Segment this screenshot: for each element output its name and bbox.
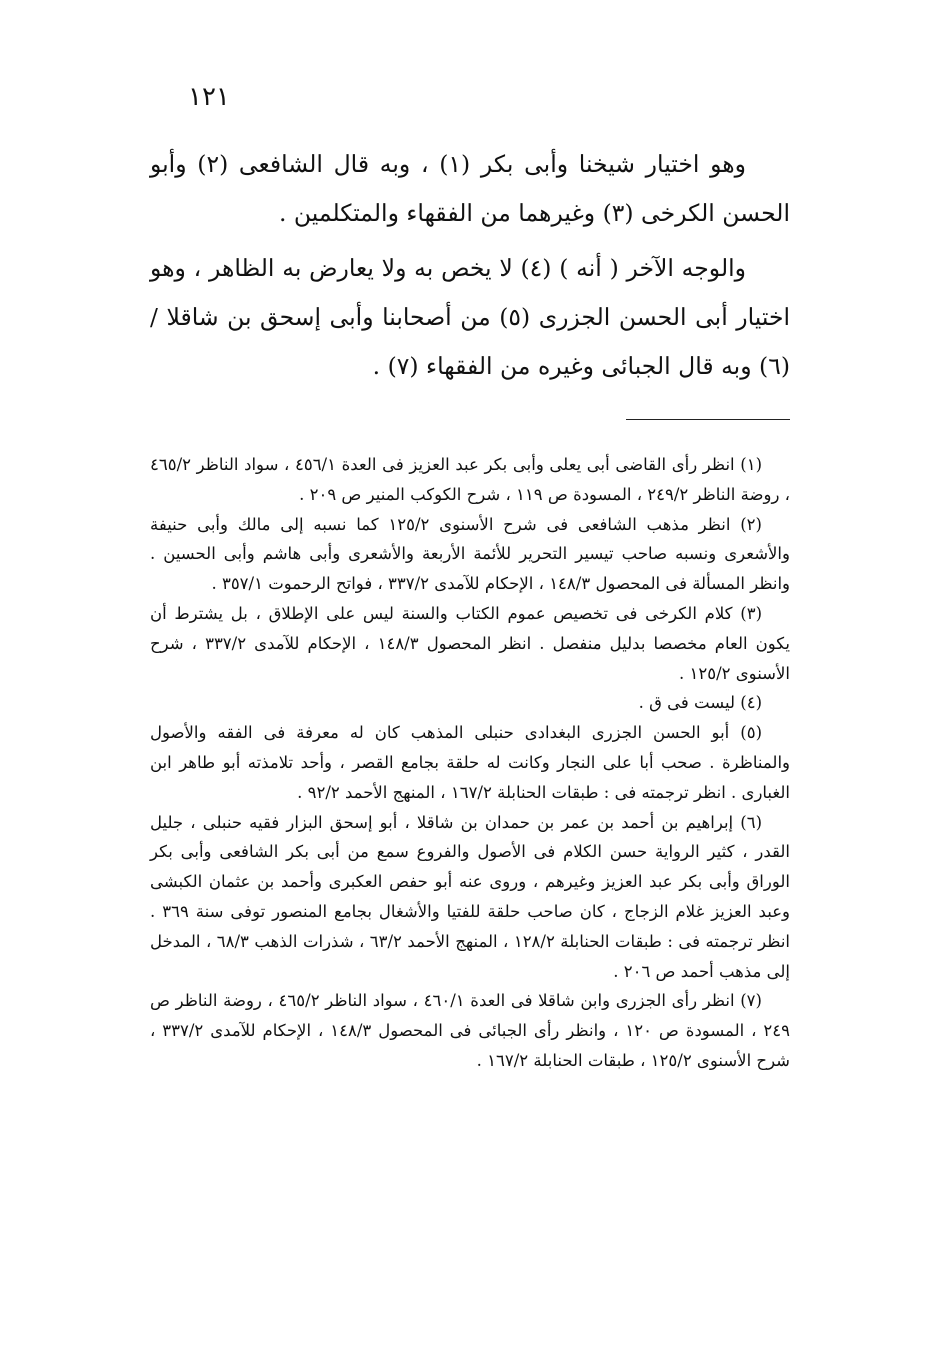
footnote-divider <box>626 419 790 420</box>
main-paragraph-2: والوجه الآخر ( أنه ) (٤) لا يخص به ولا يعارض به الظاهر ، وهو اختيار أبى الحسن الجزرى (٥) من أصحابنا وأبى إسحق بن شاقلا / (٦) وبه قال الجبائى وغيره من الفقهاء (٧) . <box>150 254 790 380</box>
footnote-1: (١) انظر رأى القاضى أبى يعلى وأبى بكر عبد العزيز فى العدة ٤٥٦/١ ، سواد الناظر ٤٦٥/٢ ، روضة الناظر ٢٤٩/٢ ، المسودة ص ١١٩ ، شرح الكوكب المنير ص ٢٠٩ . <box>150 455 790 504</box>
page-number: ١٢١ <box>188 82 230 112</box>
main-paragraph-1: وهو اختيار شيخنا وأبى بكر (١) ، وبه قال الشافعى (٢) وأبو الحسن الكرخى (٣) وغيرهما من الفقهاء والمتكلمين . <box>150 150 790 227</box>
footnote-4: (٤) ليست فى ق . <box>638 693 762 713</box>
footnote-3: (٣) كلام الكرخى فى تخصيص عموم الكتاب والسنة ليس على الإطلاق ، بل يشترط أن يكون العام مخصصا بدليل منفصل . انظر المحصول ١٤٨/٣ ، الإحكام للآمدى ٣٣٧/٢ ، شرح الأسنوى ١٢٥/٢ . <box>150 603 790 683</box>
footnote-7: (٧) انظر رأى الجزرى وابن شاقلا فى العدة ٤٦٠/١ ، سواد الناظر ٤٦٥/٢ ، روضة الناظر ص ٢٤٩ ، المسودة ص ١٢٠ ، وانظر رأى الجبائى فى المحصول ١٤٨/٣ ، الإحكام للآمدى ٣٣٧/٢ ، شرح الأسنوى ١٢٥/٢ ، طبقات الحنابلة ١٦٧/٢ . <box>150 991 790 1070</box>
main-text <box>150 140 790 391</box>
footnote-6: (٦) إبراهيم بن أحمد بن عمر بن حمدان بن شاقلا ، أبو إسحق البزار فقيه حنبلى ، جليل القدر ، كثير الرواية حسن الكلام فى الأصول والفروع سمع من أبى بكر الشافعى وأبى بكر الوراق وأبى بكر عبد العزيز وغيرهم ، وروى عنه أبو حفص العكبرى وأحمد بن عثمان الكبشى وعبد العزيز غلام الزجاج ، كان صاحب حلقة للفتيا والأشغال بجامع المنصور توفى سنة ٣٦٩ . انظر ترجمته فى : طبقات الحنابلة ١٢٨/٢ ، المنهج الأحمد ٦٣/٢ ، شذرات الذهب ٦٨/٣ ، المدخل إلى مذهب أحمد ص ٢٠٦ . <box>150 812 791 981</box>
footnote-5: (٥) أبو الحسن الجزرى البغدادى حنبلى المذهب كان له معرفة فى الفقه والأصول والمناظرة . صحب أبا على النجار وكانت له حلقة بجامع القصر ، وأحد تلامذته أبو طاهر ابن الغبارى . انظر ترجمته فى : طبقات الحنابلة ١٦٧/٢ ، المنهج الأحمد ٩٢/٢ . <box>150 723 790 802</box>
footnotes <box>150 450 790 1076</box>
footnote-2: (٢) انظر مذهب الشافعى فى شرح الأسنوى ١٢٥/٢ كما نسبه إلى مالك وأبى حنيفة والأشعرى ونسبه صاحب تيسير التحرير للأئمة الأربعة والأشعرى وأبى هاشم وأبى الحسين . وانظر المسألة فى المحصول ١٤٨/٣ ، الإحكام للآمدى ٣٣٧/٢ ، فواتح الرحموت ٣٥٧/١ . <box>150 514 790 594</box>
